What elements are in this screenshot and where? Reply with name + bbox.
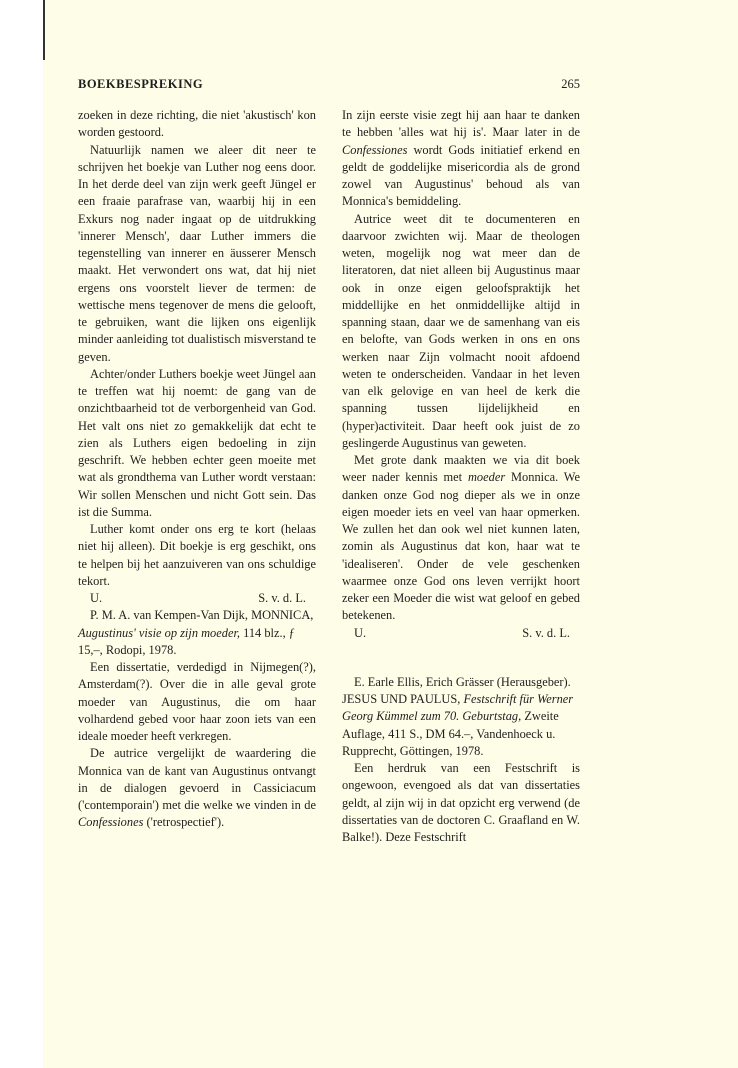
signature-initial: U.: [90, 591, 103, 605]
paragraph: Luther komt onder ons erg te kort (helaas niet hij alleen). Dit boekje is erg geschikt, ons te helpen bij het aanzuiveren van ons schuldige tekort.: [78, 522, 316, 588]
book-title: Augustinus' visie op zijn moeder,: [78, 625, 240, 640]
page-header: [78, 77, 580, 92]
book-citation: [342, 674, 580, 760]
book-details: Zweite Auflage, 411 S., DM 64.–, Vandenhoeck u. Rupprecht, Göttingen, 1978.: [342, 709, 559, 758]
text-run: Met grote dank maakten we via dit boek weer nader kennis met: [342, 453, 580, 485]
text-run: De autrice vergelijkt de waardering die Monnica van de kant van Augustinus ontvangt in de dialogen gevoerd in Cassiciacum ('contemporain') met die welke we vinden in de: [78, 746, 316, 812]
paragraph: zoeken in deze richting, die niet 'akustisch' kon worden gestoord.: [78, 108, 316, 140]
paragraph: [342, 107, 580, 211]
book-authors: P. M. A. van Kempen-Van Dijk, MONNICA,: [90, 608, 314, 623]
signature-reviewer: S. v. d. L.: [522, 625, 570, 640]
signature-initial: U.: [354, 625, 367, 640]
right-column: [342, 107, 580, 846]
paragraph: Een dissertatie, verdedigd in Nijmegen(?), Amsterdam(?). Over die in alle geval grote moeder van Augustinus, die om haar volhardend gebed voor haar zoon iets van een ideale moeder heeft verkregen.: [78, 660, 316, 743]
text-run: In zijn eerste visie zegt hij aan haar te danken te hebben 'alles wat hij is'. Maar later in de: [342, 108, 580, 140]
paragraph: [78, 745, 316, 831]
binding-edge: [43, 0, 45, 60]
review-signature: [342, 625, 580, 642]
text-run: wordt Gods initiatief erkend en geldt de goddelijke misericordia als de grond zowel van Augustinus' behoud als van Monnica's bemiddeling.: [342, 142, 580, 209]
paragraph: Autrice weet dit te documenteren en daarvoor zwichten wij. Maar de theologen weten, mogelijk nog wat meer dan de literatoren, dat niet alleen bij Augustinus maar ook in onze eigen geloofspraktijk het middellijke en het onmiddellijke altijd in spanning staan, daar we de samenhang van eis en belofte, van Gods werken in ons en ons werken naar Zijn volmacht nooit afdoend weten te onderscheiden. Vandaar in het leven van elk gelovige en van heel de kerk die spanning tussen lijdelijkheid en (hyper)activiteit. Daar heeft ook juist de zo geslingerde Augustinus van geweten.: [342, 211, 580, 450]
text-run: Monnica. We danken onze God nog dieper als we in onze eigen moeder iets en veel van haar opmerken. We zullen het dan ook wel niet kunnen laten, zomin als Augustinus dat kon, haar wat te 'idealiseren'. Onder de vele geschenken waarmee onze God ons leven verrijkt hoort zeker een Moeder die wist wat geloof en gebed betekenen.: [342, 470, 581, 623]
book-citation: [78, 607, 316, 659]
paragraph: Achter/onder Luthers boekje weet Jüngel aan te treffen wat hij noemt: de gang van de onzichtbaarheid tot de verborgenheid van God. Het valt ons niet zo gemakkelijk dat echt te zien als Luthers eigen bedoeling in zijn geschrift. We hebben echter geen moeite met wat als grondthema van Luther wordt verstaan: Wir sollen Menschen und nicht Gott sein. Das ist die Summa.: [78, 366, 316, 519]
paragraph: Een herdruk van een Festschrift is ongewoon, evengoed als dat van dissertaties geldt, al zijn wij in dat opzicht erg verwend (de dissertaties van de doctoren C. Graafland en W. Balke!). Deze Festschrift: [342, 761, 580, 844]
paragraph: Natuurlijk namen we aleer dit neer te schrijven het boekje van Luther nog eens door. In het derde deel van zijn werk geeft Jüngel er een fraaie parafrase van, waarbij hij in een Exkurs nog nader ingaat op de uitdrukking 'innerer Mensch', daar Luther immers die tegenstelling van innerer en äusserer Mensch maakt. Het verwondert ons wat, dat hij niet ergens ons voorstelt liever de termen: de wettische mens tegenover de mens die gelooft, te gebruiken, want die lijken ons eigenlijk minder aanleiding tot dualistisch misverstand te geven.: [78, 142, 316, 364]
signature-reviewer: S. v. d. L.: [258, 591, 306, 605]
book-details: 114 blz., ƒ 15,–, Rodopi, 1978.: [78, 625, 295, 657]
italic-run: moeder: [467, 470, 506, 485]
running-title: BOEKBESPREKING: [78, 77, 204, 91]
left-column: [78, 107, 316, 832]
page-number: 265: [561, 77, 580, 91]
book-authors: E. Earle Ellis, Erich Grässer (Herausgeber). JESUS UND PAULUS,: [342, 674, 571, 706]
paragraph: [342, 452, 580, 625]
italic-run: Confessiones: [78, 815, 144, 830]
review-signature: [78, 590, 316, 607]
text-run: ('retrospectief').: [146, 815, 225, 830]
book-title: Festschrift für Werner Georg Kümmel zum 70. Geburtstag,: [342, 692, 574, 724]
italic-run: Confessiones: [342, 142, 408, 157]
